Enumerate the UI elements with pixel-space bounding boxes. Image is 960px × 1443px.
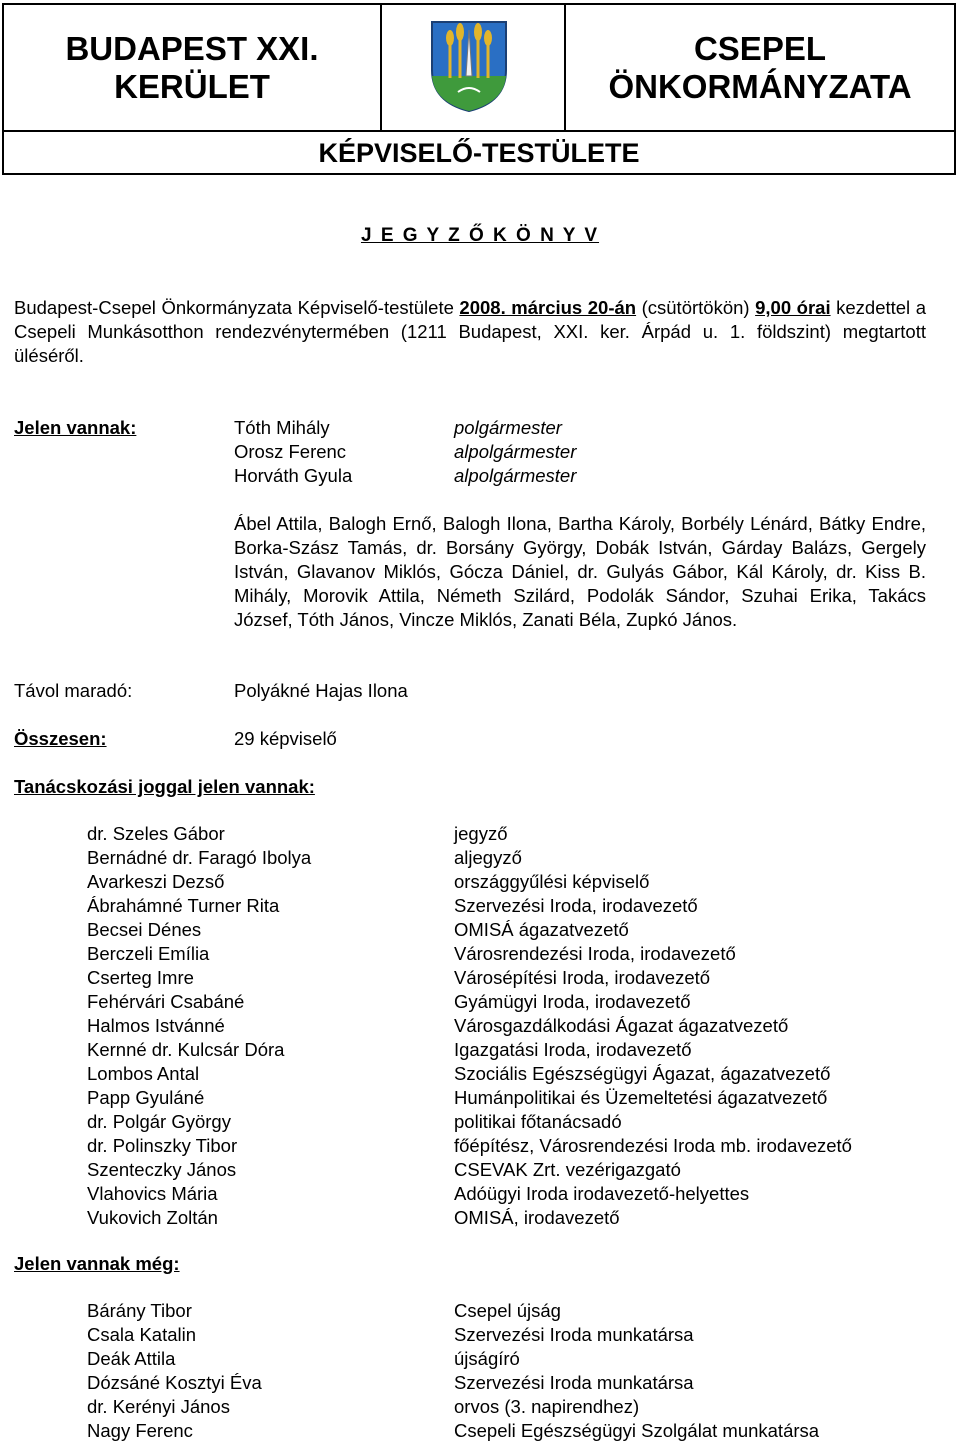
- person-role: Szociális Egészségügyi Ágazat, ágazatvezető: [454, 1063, 831, 1084]
- official-role: polgármester: [454, 417, 562, 438]
- intro-part-2: (csütörtökön): [636, 297, 756, 318]
- person-role: főépítész, Városrendezési Iroda mb. irodavezető: [454, 1135, 852, 1156]
- also-present-roles: [454, 1299, 819, 1443]
- person-name: Cserteg Imre: [87, 967, 194, 988]
- document-title: J E G Y Z Ő K Ö N Y V: [360, 225, 600, 246]
- official-name: Horváth Gyula: [234, 465, 353, 486]
- person-name: dr. Szeles Gábor: [87, 823, 225, 844]
- also-present-label: Jelen vannak még:: [14, 1253, 180, 1274]
- coat-of-arms-icon: [428, 18, 510, 114]
- person-role: politikai főtanácsadó: [454, 1111, 622, 1132]
- person-name: dr. Polgár György: [87, 1111, 231, 1132]
- absent-label: Távol maradó:: [14, 680, 133, 701]
- person-name: Fehérvári Csabáné: [87, 991, 245, 1012]
- person-name: Deák Attila: [87, 1348, 176, 1369]
- person-role: Csepel újság: [454, 1300, 561, 1321]
- person-name: Bernádné dr. Faragó Ibolya: [87, 847, 312, 868]
- person-role: OMISÁ ágazatvezető: [454, 919, 629, 940]
- person-role: Gyámügyi Iroda, irodavezető: [454, 991, 691, 1012]
- header-right: CSEPEL ÖNKORMÁNYZATA: [608, 29, 912, 105]
- person-role: Humánpolitikai és Üzemeltetési ágazatvezető: [454, 1087, 828, 1108]
- person-role: CSEVAK Zrt. vezérigazgató: [454, 1159, 681, 1180]
- person-role: Városépítési Iroda, irodavezető: [454, 967, 711, 988]
- person-role: országgyűlési képviselő: [454, 871, 650, 892]
- officials-names: [234, 416, 352, 488]
- person-name: Nagy Ferenc: [87, 1420, 193, 1441]
- person-role: Szervezési Iroda, irodavezető: [454, 895, 698, 916]
- official-role: alpolgármester: [454, 441, 577, 462]
- meeting-time: 9,00 órai: [755, 297, 831, 318]
- person-name: Avarkeszi Dezső: [87, 871, 225, 892]
- person-name: Bárány Tibor: [87, 1300, 192, 1321]
- person-role: aljegyző: [454, 847, 522, 868]
- official-name: Orosz Ferenc: [234, 441, 347, 462]
- officials-roles: [454, 416, 576, 488]
- person-name: Lombos Antal: [87, 1063, 200, 1084]
- meeting-date: 2008. március 20-án: [459, 297, 637, 318]
- also-present-names: [87, 1299, 262, 1443]
- intro-part-1: Budapest-Csepel Önkormányzata Képviselő-testülete: [14, 297, 460, 318]
- person-role: Igazgatási Iroda, irodavezető: [454, 1039, 692, 1060]
- person-name: Vlahovics Mária: [87, 1183, 218, 1204]
- total-label: Összesen:: [14, 728, 107, 749]
- header-divider-left: [380, 5, 382, 130]
- person-name: Szenteczky János: [87, 1159, 237, 1180]
- person-role: Városgazdálkodási Ágazat ágazatvezető: [454, 1015, 789, 1036]
- person-name: Becsei Dénes: [87, 919, 202, 940]
- person-name: dr. Kerényi János: [87, 1396, 230, 1417]
- person-name: Vukovich Zoltán: [87, 1207, 218, 1228]
- person-name: Papp Gyuláné: [87, 1087, 205, 1108]
- header-left: BUDAPEST XXI. KERÜLET: [65, 29, 319, 105]
- person-role: Szervezési Iroda munkatársa: [454, 1324, 694, 1345]
- intro-part-3: kezdettel a Csepeli Munkásotthon rendezvénytermében (1211 Budapest, XXI. ker. Árpád u. 1. földszint) megtartott üléséről.: [14, 297, 926, 366]
- present-label: Jelen vannak:: [14, 417, 137, 438]
- person-name: Dózsáné Kosztyi Éva: [87, 1372, 262, 1393]
- person-role: újságíró: [454, 1348, 520, 1369]
- person-role: orvos (3. napirendhez): [454, 1396, 640, 1417]
- intro-paragraph: [14, 296, 926, 368]
- person-role: Adóügyi Iroda irodavezető-helyettes: [454, 1183, 750, 1204]
- person-name: Csala Katalin: [87, 1324, 197, 1345]
- person-name: Kernné dr. Kulcsár Dóra: [87, 1039, 285, 1060]
- official-role: alpolgármester: [454, 465, 577, 486]
- person-role: jegyző: [454, 823, 508, 844]
- person-name: dr. Polinszky Tibor: [87, 1135, 238, 1156]
- advisory-label: Tanácskozási joggal jelen vannak:: [14, 776, 315, 797]
- absent-value: Polyákné Hajas Ilona: [234, 680, 408, 701]
- advisory-roles: [454, 822, 852, 1230]
- person-role: Szervezési Iroda munkatársa: [454, 1372, 694, 1393]
- header-bottom: KÉPVISELŐ-TESTÜLETE: [318, 138, 640, 168]
- person-role: Városrendezési Iroda, irodavezető: [454, 943, 736, 964]
- person-name: Halmos Istvánné: [87, 1015, 225, 1036]
- person-name: Berczeli Emília: [87, 943, 210, 964]
- total-value: 29 képviselő: [234, 728, 337, 749]
- person-role: Csepeli Egészségügyi Szolgálat munkatársa: [454, 1420, 820, 1441]
- person-role: OMISÁ, irodavezető: [454, 1207, 620, 1228]
- official-name: Tóth Mihály: [234, 417, 330, 438]
- advisory-names: [87, 822, 311, 1230]
- members-list: Ábel Attila, Balogh Ernő, Balogh Ilona, Bartha Károly, Borbély Lénárd, Bátky Endre, Borka-Szász Tamás, dr. Borsány György, Dobák István, Gárday Balázs, Gergely István, Glavanov Miklós, Gócza Dániel, dr. Gulyás Gábor, Kál Károly, dr. Kiss B. Mihály, Morovik Attila, Németh Szilárd, Podolák Sándor, Szuhai Erika, Takács József, Tóth János, Vincze Miklós, Zanati Béla, Zupkó János.: [234, 513, 926, 630]
- person-name: Ábrahámné Turner Rita: [87, 895, 280, 916]
